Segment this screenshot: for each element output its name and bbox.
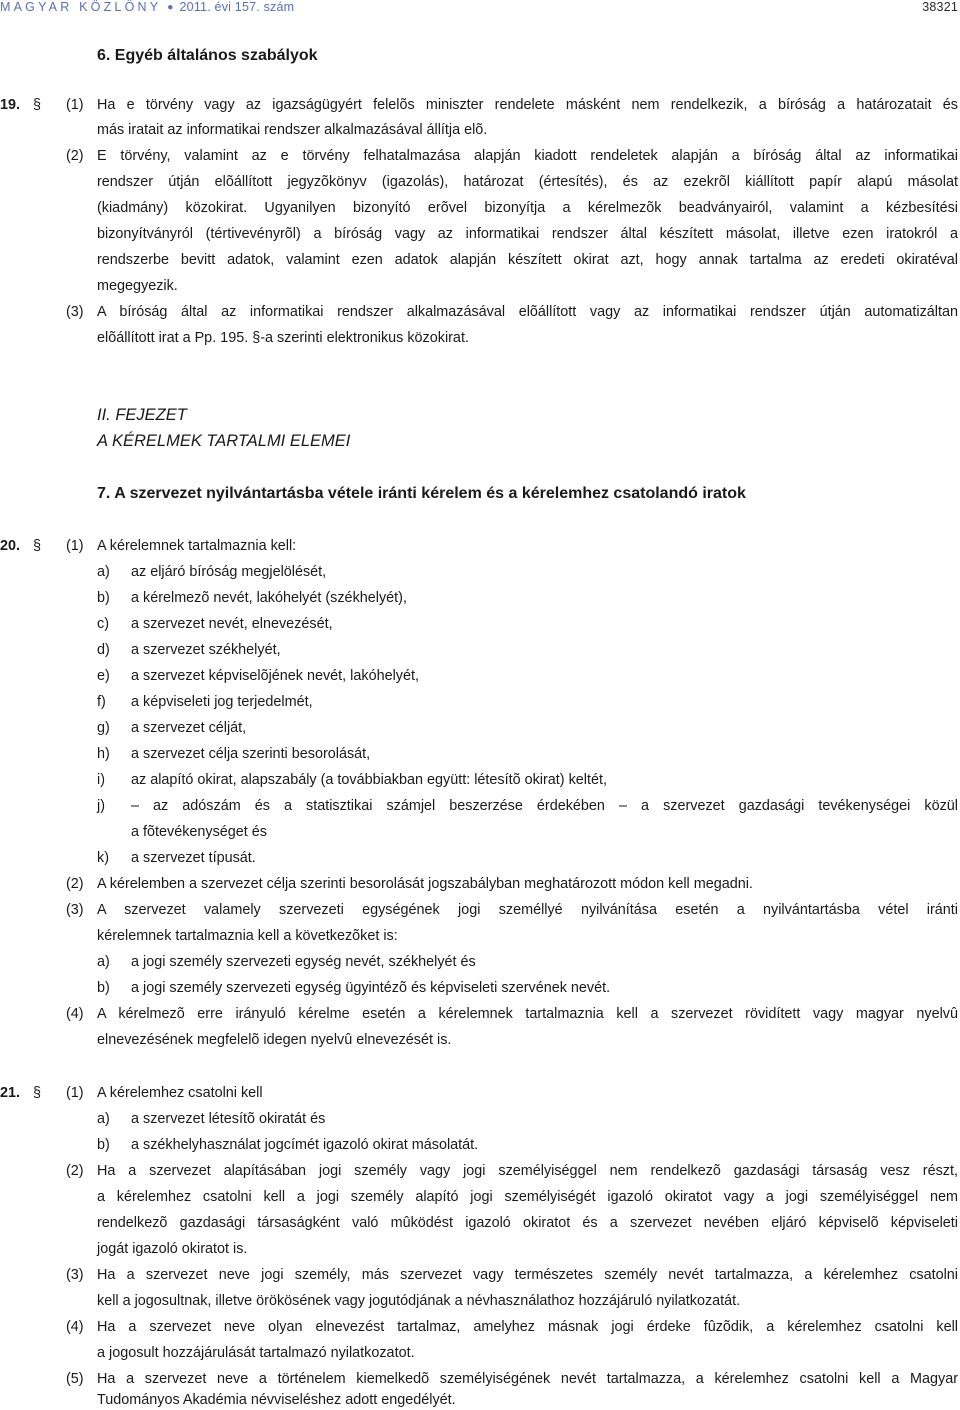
paragraph-19-number: 19. xyxy=(0,97,21,113)
section-6-title: 6. Egyéb általános szabályok xyxy=(97,47,318,64)
text-line: A kérelmezõ erre irányuló kérelme esetén a kérelemnek tartalmaznia kell a szervezet rövidített vagy magyar nyelvû xyxy=(97,1006,958,1022)
section-symbol: § xyxy=(33,97,42,113)
list-item: a jogi személy szervezeti egység ügyintézõ és képviseleti szervének nevét. xyxy=(131,980,611,996)
list-item: a szervezet típusát. xyxy=(131,850,256,866)
page-number: 38321 xyxy=(922,0,958,14)
text-line: A szervezet valamely szervezeti egységének jogi személlyé nyilvánítása esetén a nyilvántartásba vétel iránti xyxy=(97,902,958,918)
subsection-number: (2) xyxy=(66,876,84,892)
subsection-number: (4) xyxy=(66,1006,84,1022)
list-item-label: a) xyxy=(97,954,110,970)
subsection-number: (2) xyxy=(66,1163,84,1179)
journal-title: MAGYAR KÖZLÖNY xyxy=(0,0,162,14)
text-line: E törvény, valamint az e törvény felhatalmazása alapján kiadott rendeletek alapján a bíróság által az informatikai xyxy=(97,148,958,164)
list-item: a kérelmezõ nevét, lakóhelyét (székhelyét), xyxy=(131,590,407,606)
text-line: (kiadmány) közokirat. Ugyanilyen bizonyító erõvel bizonyítja a kérelmezõk beadványairól, valamint a kézbesítési xyxy=(97,200,958,216)
subsection-number: (1) xyxy=(66,1085,84,1101)
text-line: kérelemnek tartalmaznia kell a következõket is: xyxy=(97,928,398,944)
text-line: Ha a szervezet neve a történelem kiemelkedõ személyiségének nevét tartalmazza, a kérelemhez csatolni kell a Magyar xyxy=(97,1371,958,1387)
text-line: Ha a szervezet neve olyan elnevezést tartalmaz, amelyhez másnak jogi érdeke fûzõdik, a kérelemhez csatolni kell xyxy=(97,1319,958,1335)
text-line: megegyezik. xyxy=(97,278,178,294)
subsection-number: (1) xyxy=(66,97,84,113)
list-item-label: b) xyxy=(97,1137,110,1153)
text-line: rendelkezõ gazdasági társaságként való mûködést igazoló okiratot és a szervezet nevében eljáró képviselõ képviseleti xyxy=(97,1215,958,1231)
list-item: a szervezet nevét, elnevezését, xyxy=(131,616,333,632)
list-item-label: b) xyxy=(97,590,110,606)
text-line: A bíróság által az informatikai rendszer alkalmazásával elõállított vagy az informatikai rendszer útján automatizáltan xyxy=(97,304,958,320)
text-line: rendszer útján elõállított jegyzõkönyv (igazolás), határozat (értesítés), és az ezekrõl kiállított papír alapú másolat xyxy=(97,174,958,190)
list-item: – az adószám és a statisztikai számjel beszerzése érdekében – a szervezet gazdasági tevékenységei közül xyxy=(131,798,958,814)
subsection-number: (1) xyxy=(66,538,84,554)
list-item-label: j) xyxy=(97,798,105,814)
list-item-label: b) xyxy=(97,980,110,996)
subsection-number: (3) xyxy=(66,304,84,320)
text-line: elõállított irat a Pp. 195. §-a szerinti elektronikus közokirat. xyxy=(97,330,469,346)
list-item-label: d) xyxy=(97,642,110,658)
list-item-label: i) xyxy=(97,772,105,788)
list-item-continuation: a fõtevékenységet és xyxy=(131,824,268,840)
text-line: rendszerbe bevitt adatok, valamint ezen adatok alapján készített okirat azt, hogy annak tartalma az eredeti okiratéval xyxy=(97,252,958,268)
text-line: Ha a szervezet neve jogi személy, más szervezet vagy természetes személy nevét tartalmazza, a kérelemhez csatolni xyxy=(97,1267,958,1283)
list-item: a szervezet képviselõjének nevét, lakóhelyét, xyxy=(131,668,419,684)
text-line: jogát igazoló okiratot is. xyxy=(97,1241,248,1257)
list-item: az eljáró bíróság megjelölését, xyxy=(131,564,327,580)
section-symbol: § xyxy=(33,1085,42,1101)
text-line: Ha e törvény vagy az igazságügyért felelõs miniszter rendelete másként nem rendelkezik, a bíróság a határozatait és xyxy=(97,97,958,113)
paragraph-21-number: 21. xyxy=(0,1085,21,1101)
paragraph-20-number: 20. xyxy=(0,538,21,554)
text-line: más iratait az informatikai rendszer alkalmazásával állítja elõ. xyxy=(97,122,488,138)
bullet-icon: ● xyxy=(167,2,174,13)
issue-label: 2011. évi 157. szám xyxy=(179,0,295,14)
list-item-label: g) xyxy=(97,720,110,736)
text-line: Tudományos Akadémia névviseléshez adott engedélyét. xyxy=(97,1392,456,1408)
list-item-label: c) xyxy=(97,616,109,632)
subsection-number: (2) xyxy=(66,148,84,164)
journal-info xyxy=(0,0,294,14)
chapter-title: A KÉRELMEK TARTALMI ELEMEI xyxy=(97,432,351,450)
text-line: elnevezésének megfelelõ idegen nyelvû elnevezését is. xyxy=(97,1032,452,1048)
list-item-label: f) xyxy=(97,694,106,710)
text-line: a kérelemhez csatolni kell a jogi személy alapító jogi személyiségét igazoló okiratot vagy a jogi személyiséggel nem xyxy=(97,1189,958,1205)
list-item: a szervezet célja szerinti besorolását, xyxy=(131,746,371,762)
subsection-number: (3) xyxy=(66,1267,84,1283)
list-item: a képviseleti jog terjedelmét, xyxy=(131,694,313,710)
page-header xyxy=(0,0,960,16)
chapter-number: II. FEJEZET xyxy=(97,406,187,424)
list-item: az alapító okirat, alapszabály (a továbbiakban együtt: létesítõ okirat) keltét, xyxy=(131,772,607,788)
list-item-label: a) xyxy=(97,564,110,580)
list-item-label: h) xyxy=(97,746,110,762)
text-line: A kérelemnek tartalmaznia kell: xyxy=(97,538,297,554)
text-line: A kérelemben a szervezet célja szerinti besorolását jogszabályban meghatározott módon kell megadni. xyxy=(97,876,753,892)
list-item: a szervezet székhelyét, xyxy=(131,642,281,658)
text-line: A kérelemhez csatolni kell xyxy=(97,1085,263,1101)
list-item-label: a) xyxy=(97,1111,110,1127)
list-item: a szervezet célját, xyxy=(131,720,247,736)
text-line: a jogosult hozzájárulását tartalmazó nyilatkozatot. xyxy=(97,1345,415,1361)
list-item: a szervezet létesítõ okiratát és xyxy=(131,1111,326,1127)
list-item: a jogi személy szervezeti egység nevét, székhelyét és xyxy=(131,954,476,970)
section-7-title: 7. A szervezet nyilvántartásba vétele iránti kérelem és a kérelemhez csatolandó iratok xyxy=(97,485,746,502)
text-line: Ha a szervezet alapításában jogi személy vagy jogi személyiséggel nem rendelkezõ gazdasági társaság vesz részt, xyxy=(97,1163,958,1179)
subsection-number: (5) xyxy=(66,1371,84,1387)
list-item: a székhelyhasználat jogcímét igazoló okirat másolatát. xyxy=(131,1137,479,1153)
subsection-number: (4) xyxy=(66,1319,84,1335)
text-line: kell a jogosultnak, illetve örökösének vagy jogutódjának a névhasználathoz hozzájáruló nyilatkozatát. xyxy=(97,1293,741,1309)
subsection-number: (3) xyxy=(66,902,84,918)
section-symbol: § xyxy=(33,538,42,554)
text-line: bizonyítványról (tértivevényrõl) a bíróság vagy az informatikai rendszer által készített másolat, illetve ezen iratokról a xyxy=(97,226,958,242)
list-item-label: k) xyxy=(97,850,109,866)
list-item-label: e) xyxy=(97,668,110,684)
